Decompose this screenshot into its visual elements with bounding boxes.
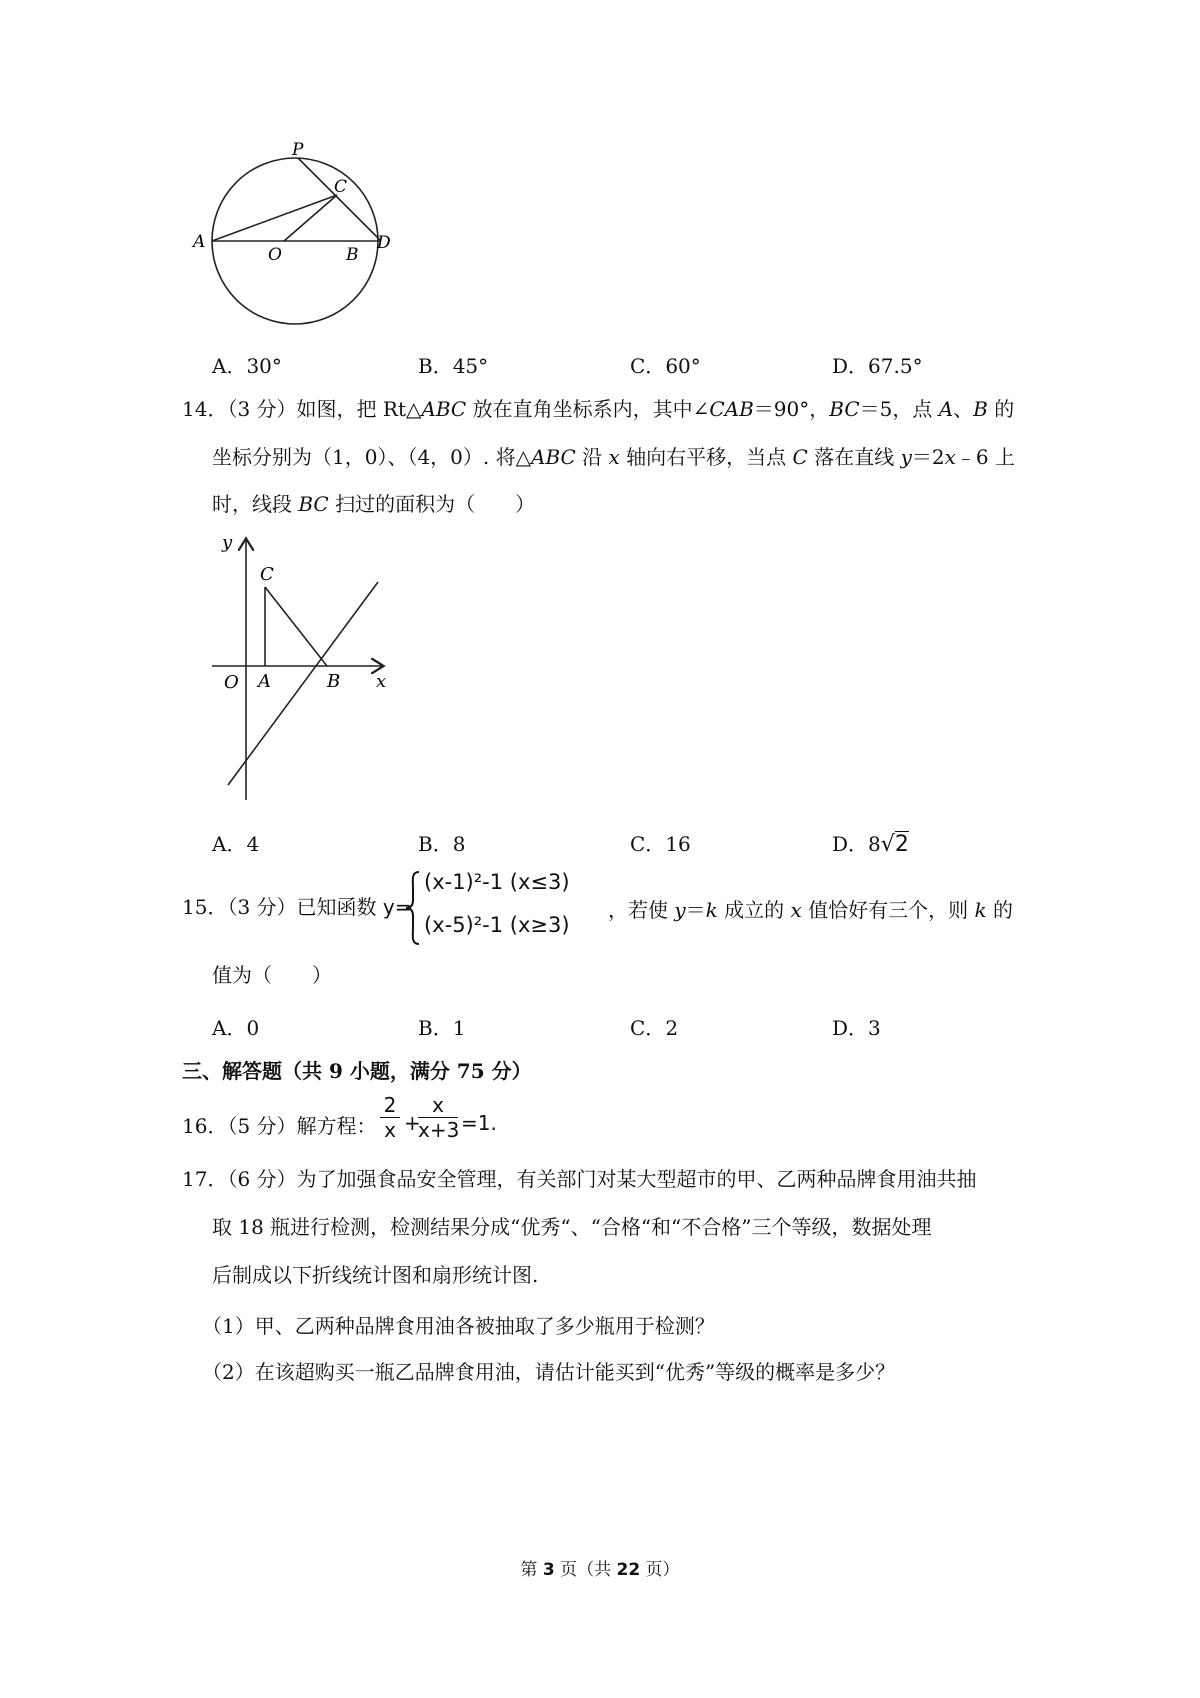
option-c: C．2 [630, 1016, 679, 1040]
circle-figure [193, 140, 440, 340]
question-17-line-2: 取 18 瓶进行检测，检测结果分成“优秀“、“合格“和“不合格”三个等级，数据处理 [212, 1215, 932, 1239]
segment-cb [265, 587, 327, 666]
option-d: D．3 [832, 1016, 881, 1040]
label-c: C [334, 177, 348, 197]
option-d: D．8√2 [832, 832, 909, 857]
question-17-sub-1: （1）甲、乙两种品牌食用油各被抽取了多少瓶用于检测？ [202, 1314, 715, 1338]
label-b: B [327, 671, 341, 692]
option-a: A．30° [212, 354, 282, 378]
fraction-2-over-x: 2 x [380, 1093, 400, 1142]
chord-ac [212, 195, 337, 241]
page-footer: 第 3 页（共 22 页） [520, 1560, 680, 1580]
label-a: A [193, 232, 206, 252]
question-15-line-1-cont: ，若使 y＝k 成立的 x 值恰好有三个，则 k 的 [608, 898, 1013, 922]
question-14-line-2: 坐标分别为（1，0）、（4，0）. 将△ABC 沿 x 轴向右平移，当点 C 落在直线 y＝2x﹣6 上 [212, 445, 1015, 469]
piecewise-case-2: (x-5)²-1 (x≥3) [424, 913, 570, 937]
option-a: A．0 [212, 1016, 260, 1040]
option-c: C．60° [630, 354, 701, 378]
option-b: B．8 [418, 832, 466, 856]
question-17-line-3: 后制成以下折线统计图和扇形统计图. [212, 1263, 539, 1287]
line-y-2x-6 [228, 582, 378, 785]
question-17-sub-2: （2）在该超购买一瓶乙品牌食用油，请估计能买到“优秀”等级的概率是多少？ [202, 1360, 896, 1384]
section-heading: 三、解答题（共 9 小题，满分 75 分） [182, 1059, 532, 1083]
plus-sign: + [404, 1111, 421, 1135]
label-a: A [258, 671, 271, 692]
radius-oc [284, 195, 337, 241]
label-p: P [292, 140, 304, 160]
question-14-line-3: 时，线段 BC 扫过的面积为（ ） [212, 492, 536, 516]
option-d: D．67.5° [832, 354, 923, 378]
question-16: 16．（5 分）解方程： [182, 1114, 377, 1138]
label-o: O [268, 245, 282, 265]
label-b: B [346, 245, 359, 265]
option-b: B．45° [418, 354, 489, 378]
option-b: B．1 [418, 1016, 466, 1040]
coordinate-figure [200, 530, 400, 800]
piecewise-brace [404, 870, 422, 946]
label-o: O [224, 672, 239, 693]
sqrt-icon: √ [880, 832, 895, 857]
fraction-x-over-x-plus-3: x x+3 [418, 1093, 460, 1142]
question-15-line-1: 15．（3 分）已知函数 y= [182, 895, 412, 919]
option-c: C．16 [630, 832, 691, 856]
label-d: D [377, 233, 391, 253]
question-14-line-1: 14．（3 分）如图，把 Rt△ABC 放在直角坐标系内，其中∠CAB＝90°，BC＝5，点 A、B 的 [182, 397, 1015, 421]
label-c: C [260, 564, 274, 585]
label-x: x [376, 671, 387, 692]
label-y: y [222, 532, 233, 553]
option-a: A．4 [212, 832, 260, 856]
question-17-line-1: 17．（6 分）为了加强食品安全管理，有关部门对某大型超市的甲、乙两种品牌食用油共抽 [182, 1167, 977, 1191]
equation-rhs: =1. [461, 1111, 497, 1135]
question-15-line-2: 值为（ ） [212, 963, 332, 987]
piecewise-case-1: (x-1)²-1 (x≤3) [424, 870, 570, 894]
